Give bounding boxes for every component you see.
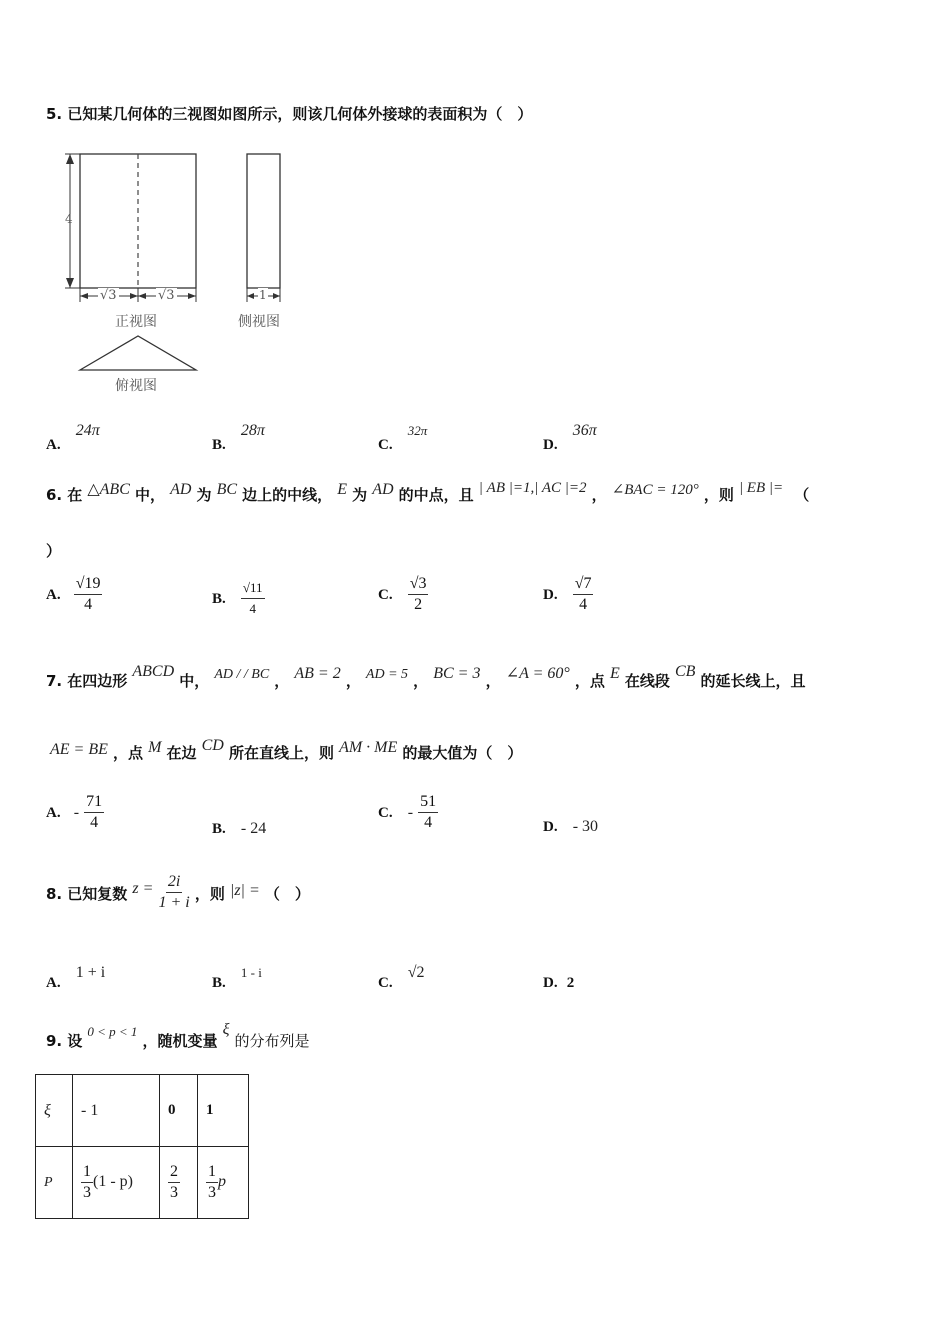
height-label: 4 <box>65 212 73 226</box>
q5-option-d[interactable]: D. 36π <box>543 422 597 453</box>
q7-option-b[interactable]: B. - 24 <box>212 820 267 837</box>
q6-close-paren: ） <box>46 542 62 560</box>
q8-option-c[interactable]: C. √2 <box>378 964 425 991</box>
q6-option-c[interactable]: C. $\frac{√3}{2}$ <box>378 575 427 613</box>
q5-option-a[interactable]: A. 24π <box>46 422 100 453</box>
q7-option-a[interactable]: A. - $\frac{71}{4}$ <box>46 793 103 831</box>
q6-angle-condition: ∠BAC = 120° <box>611 482 699 498</box>
table-row <box>36 1075 249 1147</box>
q5-text: 已知某几何体的三视图如图所示，则该几何体外接球的表面积为（ ） <box>67 105 533 123</box>
q5-number: 5. <box>46 105 63 123</box>
q7-option-d[interactable]: D. - 30 <box>543 818 599 835</box>
q6-option-a[interactable]: A. $\frac{√19}{4}$ <box>46 575 101 613</box>
q6-option-d[interactable]: D. $\frac{√7}{4}$ <box>543 575 592 613</box>
q8-option-b[interactable]: B. 1 - i <box>212 965 262 991</box>
table-cell: P <box>36 1147 73 1219</box>
q8-stem: 8. 已知复数 z = $\frac{2i}{1 + i}$ ，则 |z| = （ ） <box>46 873 310 911</box>
side-view-caption: 侧视图 <box>238 314 280 330</box>
table-cell: $\frac{1}{3}$ (1 - p) <box>73 1147 160 1219</box>
q5-option-b[interactable]: B. 28π <box>212 422 265 453</box>
q6-option-b[interactable]: B. $\frac{√11}{4}$ <box>212 580 263 616</box>
q5-three-view-figure <box>55 130 305 400</box>
q6-length-condition: | AB |=1,| AC |=2 <box>478 480 587 496</box>
q8-fraction: $\frac{2i}{1 + i}$ <box>158 873 190 911</box>
q7-number: 7. <box>46 672 63 690</box>
top-view-caption: 俯视图 <box>115 378 157 394</box>
q5-stem <box>46 103 532 124</box>
front-width-label-2: √3 <box>158 288 175 303</box>
q8-option-a[interactable]: A. 1 + i <box>46 964 106 991</box>
table-cell: - 1 <box>73 1075 160 1147</box>
q8-number: 8. <box>46 885 63 903</box>
triangle-abc: △ABC <box>87 481 130 498</box>
front-view-caption: 正视图 <box>115 314 157 330</box>
table-cell: $\frac{1}{3}$ p <box>198 1147 249 1219</box>
q5-option-c[interactable]: C. 32π <box>378 423 428 453</box>
q6-stem: 6. 在 △ABC 中， AD 为 BC 边上的中线， E 为 AD 的中点，且 | AB |=1,| AC |=2 ， ∠BAC = 120° ，则 | EB |= （ <box>46 480 810 504</box>
q7-stem-line2: AE = BE ，点 M 在边 CD 所在直线上，则 AM · ME 的最大值为（ ） <box>50 737 523 762</box>
table-cell: 0 <box>160 1075 198 1147</box>
side-width-label: 1 <box>259 288 267 302</box>
q7-dot-product: AM · ME <box>339 739 398 756</box>
table-cell: 1 <box>198 1075 249 1147</box>
distribution-table <box>35 1074 249 1219</box>
table-cell: $\frac{2}{3}$ <box>160 1147 198 1219</box>
front-width-label-1: √3 <box>100 288 117 303</box>
q6-eb: | EB |= <box>738 480 784 496</box>
q9-stem: 9. 设 $^{0 < p < 1}$ ，随机变量 ξ 的分布列是 <box>46 1021 310 1050</box>
q7-option-c[interactable]: C. - $\frac{51}{4}$ <box>378 793 437 831</box>
table-row <box>36 1147 249 1219</box>
q7-stem-line1: 7. 在四边形 ABCD 中， AD / / BC ， AB = 2 ， AD = 5 ， BC = 3 ， ∠A = 60° ，点 E 在线段 CB 的延长线上，且 <box>46 663 806 690</box>
table-cell: ξ <box>36 1075 73 1147</box>
q9-number: 9. <box>46 1032 63 1050</box>
top-view-triangle <box>80 336 196 370</box>
side-view-rect <box>247 154 280 288</box>
q8-option-d[interactable]: D. 2 <box>543 975 575 991</box>
q6-number: 6. <box>46 486 63 504</box>
